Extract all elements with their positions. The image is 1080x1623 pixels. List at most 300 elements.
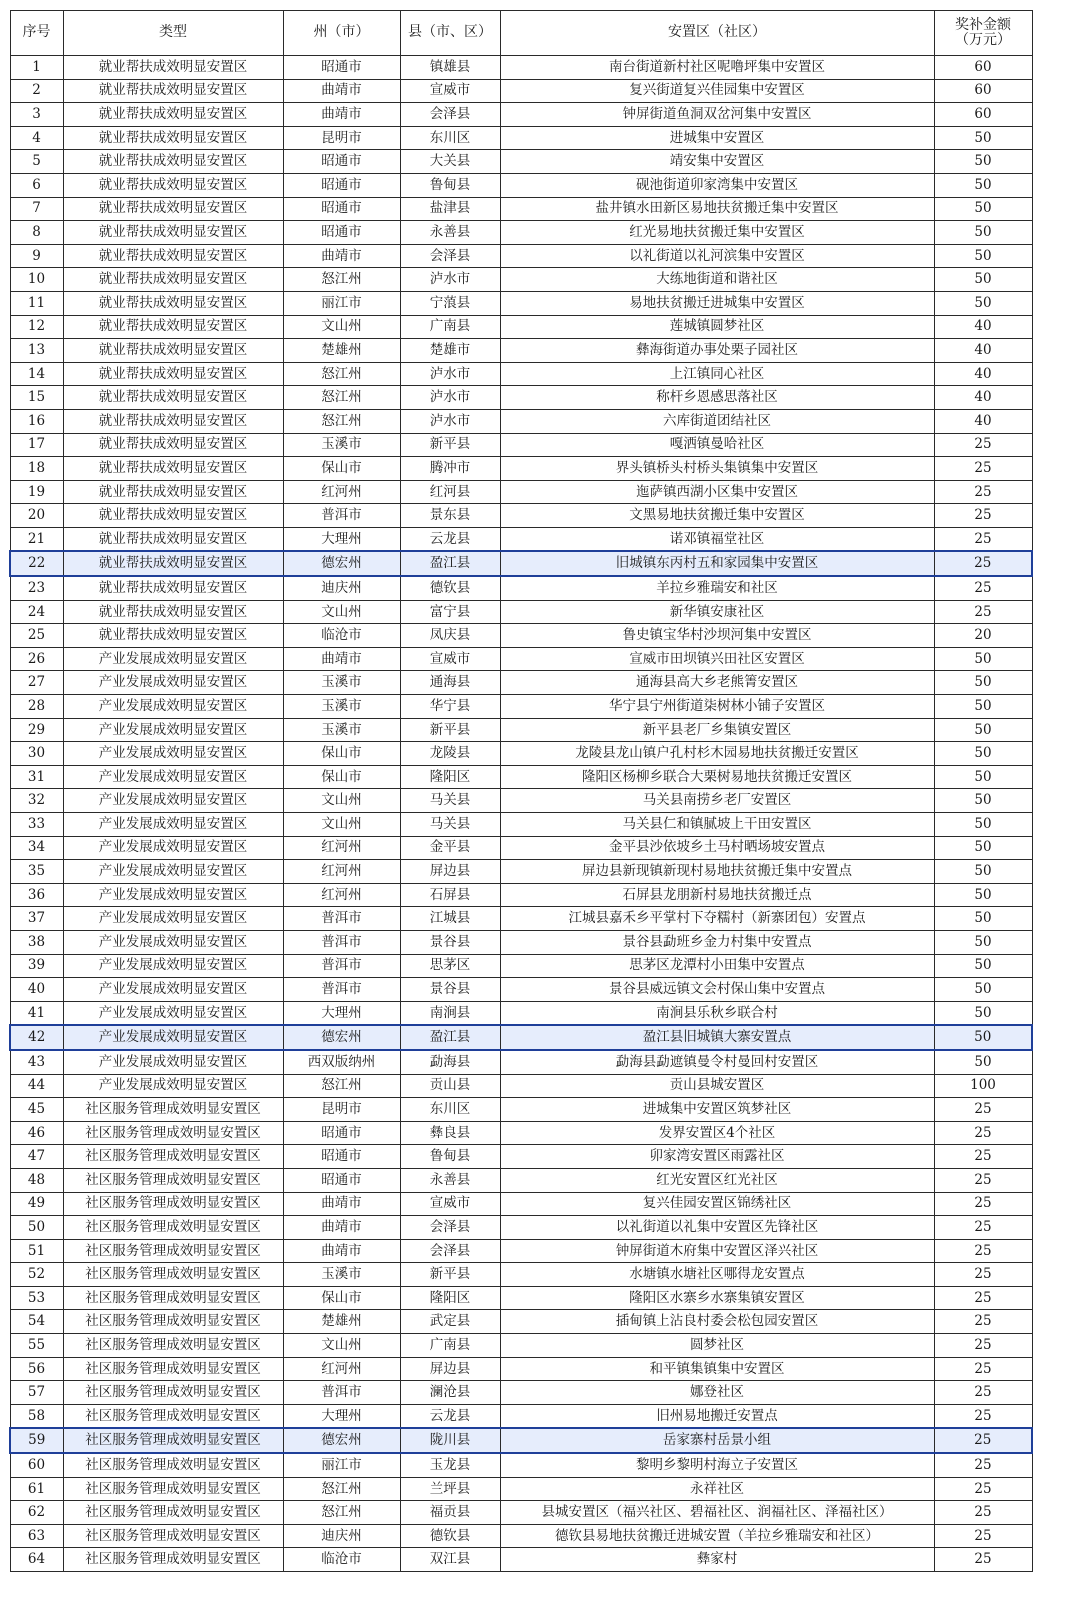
cell-prefecture: 昭通市 <box>283 173 400 197</box>
cell-site: 圆梦社区 <box>500 1334 934 1358</box>
cell-type: 产业发展成效明显安置区 <box>63 883 283 907</box>
cell-type: 社区服务管理成效明显安置区 <box>63 1428 283 1453</box>
table-row <box>10 742 1032 766</box>
cell-seq: 28 <box>10 695 63 719</box>
cell-prefecture: 丽江市 <box>283 291 400 315</box>
cell-amount: 50 <box>934 1001 1032 1025</box>
cell-prefecture: 迪庆州 <box>283 1524 400 1548</box>
cell-prefecture: 玉溪市 <box>283 718 400 742</box>
cell-prefecture: 怒江州 <box>283 362 400 386</box>
cell-county: 大关县 <box>400 150 500 174</box>
cell-type: 产业发展成效明显安置区 <box>63 718 283 742</box>
table-row <box>10 1357 1032 1381</box>
table-row <box>10 624 1032 648</box>
cell-site: 鲁史镇宝华村沙坝河集中安置区 <box>500 624 934 648</box>
cell-site: 贡山县城安置区 <box>500 1074 934 1098</box>
cell-seq: 55 <box>10 1334 63 1358</box>
cell-site: 通海县高大乡老熊箐安置区 <box>500 671 934 695</box>
header-prefecture: 州（市） <box>283 11 400 56</box>
cell-amount: 25 <box>934 600 1032 624</box>
cell-seq: 48 <box>10 1168 63 1192</box>
cell-seq: 38 <box>10 930 63 954</box>
cell-seq: 8 <box>10 221 63 245</box>
cell-county: 马关县 <box>400 813 500 837</box>
cell-county: 盈江县 <box>400 551 500 576</box>
cell-prefecture: 红河州 <box>283 480 400 504</box>
cell-county: 会泽县 <box>400 1239 500 1263</box>
cell-type: 产业发展成效明显安置区 <box>63 1001 283 1025</box>
cell-seq: 58 <box>10 1404 63 1428</box>
table-row <box>10 1001 1032 1025</box>
table-row <box>10 954 1032 978</box>
cell-amount: 25 <box>934 1216 1032 1240</box>
cell-county: 红河县 <box>400 480 500 504</box>
table-row <box>10 671 1032 695</box>
cell-site: 南涧县乐秋乡联合村 <box>500 1001 934 1025</box>
cell-amount: 60 <box>934 103 1032 127</box>
cell-type: 产业发展成效明显安置区 <box>63 1050 283 1074</box>
cell-county: 永善县 <box>400 1168 500 1192</box>
cell-prefecture: 德宏州 <box>283 1428 400 1453</box>
cell-amount: 50 <box>934 695 1032 719</box>
cell-seq: 34 <box>10 836 63 860</box>
cell-type: 社区服务管理成效明显安置区 <box>63 1239 283 1263</box>
cell-site: 红光安置区红光社区 <box>500 1168 934 1192</box>
cell-site: 勐海县勐遮镇曼令村曼回村安置区 <box>500 1050 934 1074</box>
cell-site: 江城县嘉禾乡平掌村下夺糯村（新寨团包）安置点 <box>500 907 934 931</box>
cell-prefecture: 昭通市 <box>283 1121 400 1145</box>
cell-amount: 40 <box>934 339 1032 363</box>
cell-county: 泸水市 <box>400 362 500 386</box>
cell-type: 就业帮扶成效明显安置区 <box>63 433 283 457</box>
cell-type: 就业帮扶成效明显安置区 <box>63 551 283 576</box>
cell-seq: 27 <box>10 671 63 695</box>
cell-county: 勐海县 <box>400 1050 500 1074</box>
cell-seq: 25 <box>10 624 63 648</box>
cell-amount: 50 <box>934 150 1032 174</box>
cell-prefecture: 保山市 <box>283 742 400 766</box>
cell-type: 就业帮扶成效明显安置区 <box>63 315 283 339</box>
cell-site: 旧城镇东丙村五和家园集中安置区 <box>500 551 934 576</box>
table-row <box>10 1145 1032 1169</box>
cell-type: 就业帮扶成效明显安置区 <box>63 126 283 150</box>
table-row <box>10 527 1032 551</box>
table-row <box>10 789 1032 813</box>
cell-prefecture: 昭通市 <box>283 1168 400 1192</box>
table-row <box>10 907 1032 931</box>
cell-type: 社区服务管理成效明显安置区 <box>63 1310 283 1334</box>
cell-county: 屏边县 <box>400 1357 500 1381</box>
cell-prefecture: 昭通市 <box>283 150 400 174</box>
cell-prefecture: 丽江市 <box>283 1453 400 1477</box>
table-row <box>10 813 1032 837</box>
cell-amount: 25 <box>934 1263 1032 1287</box>
table-row <box>10 1404 1032 1428</box>
cell-type: 产业发展成效明显安置区 <box>63 1074 283 1098</box>
cell-amount: 40 <box>934 362 1032 386</box>
cell-type: 社区服务管理成效明显安置区 <box>63 1381 283 1405</box>
subsidy-table <box>9 10 1033 1572</box>
table-row <box>10 457 1032 481</box>
cell-amount: 25 <box>934 1477 1032 1501</box>
cell-amount: 25 <box>934 1121 1032 1145</box>
cell-county: 宁蒗县 <box>400 291 500 315</box>
cell-site: 以礼街道以礼集中安置区先锋社区 <box>500 1216 934 1240</box>
table-row <box>10 197 1032 221</box>
cell-seq: 24 <box>10 600 63 624</box>
cell-seq: 54 <box>10 1310 63 1334</box>
cell-site: 屏边县新现镇新现村易地扶贫搬迁集中安置点 <box>500 860 934 884</box>
table-row <box>10 1121 1032 1145</box>
cell-amount: 50 <box>934 742 1032 766</box>
cell-seq: 41 <box>10 1001 63 1025</box>
cell-prefecture: 文山州 <box>283 315 400 339</box>
cell-type: 社区服务管理成效明显安置区 <box>63 1453 283 1477</box>
cell-amount: 50 <box>934 197 1032 221</box>
cell-county: 宣威市 <box>400 79 500 103</box>
cell-prefecture: 普洱市 <box>283 504 400 528</box>
cell-site: 县城安置区（福兴社区、碧福社区、润福社区、泽福社区） <box>500 1501 934 1525</box>
table-row <box>10 883 1032 907</box>
cell-county: 德钦县 <box>400 576 500 600</box>
cell-type: 就业帮扶成效明显安置区 <box>63 457 283 481</box>
table-row <box>10 291 1032 315</box>
cell-county: 东川区 <box>400 126 500 150</box>
cell-prefecture: 文山州 <box>283 789 400 813</box>
cell-site: 宣威市田坝镇兴田社区安置区 <box>500 647 934 671</box>
cell-amount: 50 <box>934 883 1032 907</box>
cell-seq: 11 <box>10 291 63 315</box>
cell-type: 就业帮扶成效明显安置区 <box>63 244 283 268</box>
cell-county: 石屏县 <box>400 883 500 907</box>
cell-prefecture: 大理州 <box>283 1001 400 1025</box>
cell-prefecture: 怒江州 <box>283 409 400 433</box>
header-amount-line2: （万元） <box>955 32 1011 48</box>
cell-amount: 25 <box>934 576 1032 600</box>
cell-county: 福贡县 <box>400 1501 500 1525</box>
cell-site: 景谷县威远镇文会村保山集中安置点 <box>500 978 934 1002</box>
cell-seq: 19 <box>10 480 63 504</box>
cell-seq: 40 <box>10 978 63 1002</box>
cell-prefecture: 临沧市 <box>283 624 400 648</box>
cell-prefecture: 昭通市 <box>283 1145 400 1169</box>
table-row <box>10 79 1032 103</box>
cell-type: 就业帮扶成效明显安置区 <box>63 600 283 624</box>
header-row <box>10 11 1032 56</box>
cell-prefecture: 曲靖市 <box>283 1216 400 1240</box>
cell-county: 贡山县 <box>400 1074 500 1098</box>
cell-amount: 25 <box>934 1357 1032 1381</box>
cell-prefecture: 迪庆州 <box>283 576 400 600</box>
cell-county: 宣威市 <box>400 647 500 671</box>
cell-prefecture: 怒江州 <box>283 1477 400 1501</box>
table-row <box>10 339 1032 363</box>
cell-county: 腾冲市 <box>400 457 500 481</box>
cell-type: 产业发展成效明显安置区 <box>63 671 283 695</box>
table-row <box>10 1263 1032 1287</box>
table-row <box>10 1310 1032 1334</box>
cell-seq: 53 <box>10 1286 63 1310</box>
cell-type: 社区服务管理成效明显安置区 <box>63 1121 283 1145</box>
cell-seq: 1 <box>10 56 63 80</box>
cell-prefecture: 曲靖市 <box>283 1192 400 1216</box>
cell-seq: 10 <box>10 268 63 292</box>
cell-county: 新平县 <box>400 433 500 457</box>
cell-prefecture: 昭通市 <box>283 197 400 221</box>
table-row <box>10 386 1032 410</box>
cell-county: 隆阳区 <box>400 765 500 789</box>
cell-seq: 5 <box>10 150 63 174</box>
cell-prefecture: 普洱市 <box>283 954 400 978</box>
cell-site: 易地扶贫搬迁进城集中安置区 <box>500 291 934 315</box>
cell-type: 社区服务管理成效明显安置区 <box>63 1216 283 1240</box>
table-row <box>10 1074 1032 1098</box>
cell-county: 广南县 <box>400 315 500 339</box>
cell-amount: 50 <box>934 978 1032 1002</box>
cell-site: 发界安置区4个社区 <box>500 1121 934 1145</box>
cell-site: 龙陵县龙山镇户孔村杉木园易地扶贫搬迁安置区 <box>500 742 934 766</box>
cell-amount: 25 <box>934 1548 1032 1572</box>
cell-seq: 22 <box>10 551 63 576</box>
cell-type: 就业帮扶成效明显安置区 <box>63 527 283 551</box>
cell-prefecture: 昭通市 <box>283 221 400 245</box>
cell-type: 就业帮扶成效明显安置区 <box>63 150 283 174</box>
table-row <box>10 433 1032 457</box>
cell-seq: 36 <box>10 883 63 907</box>
cell-prefecture: 曲靖市 <box>283 647 400 671</box>
table-row <box>10 1216 1032 1240</box>
cell-seq: 2 <box>10 79 63 103</box>
cell-amount: 25 <box>934 433 1032 457</box>
table-row <box>10 1501 1032 1525</box>
table-row-highlighted <box>10 1428 1032 1453</box>
cell-type: 就业帮扶成效明显安置区 <box>63 480 283 504</box>
cell-type: 社区服务管理成效明显安置区 <box>63 1548 283 1572</box>
table-row <box>10 1050 1032 1074</box>
cell-amount: 50 <box>934 647 1032 671</box>
cell-amount: 25 <box>934 457 1032 481</box>
cell-amount: 25 <box>934 1192 1032 1216</box>
cell-prefecture: 西双版纳州 <box>283 1050 400 1074</box>
cell-site: 界头镇桥头村桥头集镇集中安置区 <box>500 457 934 481</box>
subsidy-table-container <box>9 10 1033 1572</box>
cell-site: 砚池街道卯家湾集中安置区 <box>500 173 934 197</box>
cell-seq: 63 <box>10 1524 63 1548</box>
cell-type: 就业帮扶成效明显安置区 <box>63 576 283 600</box>
cell-amount: 50 <box>934 244 1032 268</box>
header-amount-line1: 奖补金额 <box>955 16 1011 33</box>
cell-site: 插甸镇上沾良村委会松包园安置区 <box>500 1310 934 1334</box>
cell-prefecture: 楚雄州 <box>283 339 400 363</box>
cell-type: 产业发展成效明显安置区 <box>63 647 283 671</box>
cell-type: 社区服务管理成效明显安置区 <box>63 1098 283 1122</box>
cell-county: 南涧县 <box>400 1001 500 1025</box>
cell-type: 就业帮扶成效明显安置区 <box>63 504 283 528</box>
cell-county: 永善县 <box>400 221 500 245</box>
cell-seq: 46 <box>10 1121 63 1145</box>
cell-prefecture: 曲靖市 <box>283 79 400 103</box>
table-body <box>10 56 1032 1572</box>
cell-prefecture: 保山市 <box>283 1286 400 1310</box>
cell-site: 岳家寨村岳景小组 <box>500 1428 934 1453</box>
cell-county: 凤庆县 <box>400 624 500 648</box>
cell-amount: 50 <box>934 836 1032 860</box>
cell-type: 社区服务管理成效明显安置区 <box>63 1477 283 1501</box>
cell-amount: 50 <box>934 291 1032 315</box>
cell-county: 鲁甸县 <box>400 1145 500 1169</box>
cell-county: 德钦县 <box>400 1524 500 1548</box>
cell-type: 社区服务管理成效明显安置区 <box>63 1334 283 1358</box>
cell-county: 会泽县 <box>400 244 500 268</box>
cell-county: 广南县 <box>400 1334 500 1358</box>
cell-amount: 20 <box>934 624 1032 648</box>
cell-seq: 9 <box>10 244 63 268</box>
cell-prefecture: 大理州 <box>283 1404 400 1428</box>
cell-type: 就业帮扶成效明显安置区 <box>63 103 283 127</box>
cell-seq: 37 <box>10 907 63 931</box>
cell-county: 隆阳区 <box>400 1286 500 1310</box>
cell-county: 澜沧县 <box>400 1381 500 1405</box>
cell-amount: 25 <box>934 1404 1032 1428</box>
cell-prefecture: 保山市 <box>283 765 400 789</box>
table-row <box>10 56 1032 80</box>
cell-amount: 60 <box>934 56 1032 80</box>
cell-prefecture: 临沧市 <box>283 1548 400 1572</box>
cell-type: 社区服务管理成效明显安置区 <box>63 1145 283 1169</box>
cell-site: 大练地街道和谐社区 <box>500 268 934 292</box>
cell-type: 社区服务管理成效明显安置区 <box>63 1524 283 1548</box>
cell-amount: 50 <box>934 268 1032 292</box>
cell-prefecture: 昆明市 <box>283 1098 400 1122</box>
cell-seq: 18 <box>10 457 63 481</box>
table-row <box>10 150 1032 174</box>
cell-county: 泸水市 <box>400 386 500 410</box>
cell-prefecture: 德宏州 <box>283 551 400 576</box>
cell-seq: 20 <box>10 504 63 528</box>
cell-seq: 59 <box>10 1428 63 1453</box>
cell-county: 泸水市 <box>400 409 500 433</box>
table-row <box>10 244 1032 268</box>
table-row <box>10 1168 1032 1192</box>
cell-type: 就业帮扶成效明显安置区 <box>63 197 283 221</box>
cell-prefecture: 曲靖市 <box>283 103 400 127</box>
cell-seq: 45 <box>10 1098 63 1122</box>
cell-county: 云龙县 <box>400 1404 500 1428</box>
cell-seq: 56 <box>10 1357 63 1381</box>
table-row <box>10 1098 1032 1122</box>
cell-seq: 35 <box>10 860 63 884</box>
cell-amount: 25 <box>934 1168 1032 1192</box>
cell-seq: 15 <box>10 386 63 410</box>
cell-type: 就业帮扶成效明显安置区 <box>63 56 283 80</box>
cell-site: 以礼街道以礼河滨集中安置区 <box>500 244 934 268</box>
cell-county: 双江县 <box>400 1548 500 1572</box>
cell-type: 就业帮扶成效明显安置区 <box>63 221 283 245</box>
cell-amount: 25 <box>934 1453 1032 1477</box>
cell-county: 新平县 <box>400 718 500 742</box>
cell-type: 就业帮扶成效明显安置区 <box>63 173 283 197</box>
cell-seq: 7 <box>10 197 63 221</box>
cell-type: 就业帮扶成效明显安置区 <box>63 291 283 315</box>
cell-prefecture: 曲靖市 <box>283 244 400 268</box>
cell-seq: 3 <box>10 103 63 127</box>
table-row <box>10 504 1032 528</box>
cell-county: 新平县 <box>400 1263 500 1287</box>
table-row-highlighted <box>10 551 1032 576</box>
cell-site: 马关县仁和镇腻坡上干田安置区 <box>500 813 934 837</box>
table-row <box>10 1524 1032 1548</box>
cell-site: 迤萨镇西湖小区集中安置区 <box>500 480 934 504</box>
cell-type: 产业发展成效明显安置区 <box>63 1025 283 1050</box>
cell-seq: 12 <box>10 315 63 339</box>
cell-type: 社区服务管理成效明显安置区 <box>63 1263 283 1287</box>
cell-type: 就业帮扶成效明显安置区 <box>63 362 283 386</box>
cell-amount: 50 <box>934 718 1032 742</box>
table-row <box>10 600 1032 624</box>
cell-county: 景谷县 <box>400 930 500 954</box>
cell-site: 盐井镇水田新区易地扶贫搬迁集中安置区 <box>500 197 934 221</box>
cell-amount: 25 <box>934 1501 1032 1525</box>
cell-county: 景谷县 <box>400 978 500 1002</box>
cell-type: 社区服务管理成效明显安置区 <box>63 1192 283 1216</box>
cell-prefecture: 普洱市 <box>283 1381 400 1405</box>
cell-amount: 25 <box>934 504 1032 528</box>
cell-site: 隆阳区水寨乡水寨集镇安置区 <box>500 1286 934 1310</box>
cell-county: 云龙县 <box>400 527 500 551</box>
cell-type: 产业发展成效明显安置区 <box>63 907 283 931</box>
cell-site: 钟屏街道鱼洞双岔河集中安置区 <box>500 103 934 127</box>
cell-site: 娜登社区 <box>500 1381 934 1405</box>
cell-prefecture: 怒江州 <box>283 268 400 292</box>
cell-county: 楚雄市 <box>400 339 500 363</box>
cell-site: 金平县沙依坡乡土马村晒场坡安置点 <box>500 836 934 860</box>
cell-site: 隆阳区杨柳乡联合大栗树易地扶贫搬迁安置区 <box>500 765 934 789</box>
cell-seq: 57 <box>10 1381 63 1405</box>
cell-prefecture: 怒江州 <box>283 1501 400 1525</box>
cell-prefecture: 红河州 <box>283 1357 400 1381</box>
cell-seq: 52 <box>10 1263 63 1287</box>
cell-site: 水塘镇水塘社区哪得龙安置点 <box>500 1263 934 1287</box>
cell-site: 莲城镇圆梦社区 <box>500 315 934 339</box>
cell-seq: 51 <box>10 1239 63 1263</box>
cell-amount: 100 <box>934 1074 1032 1098</box>
cell-site: 羊拉乡雅瑞安和社区 <box>500 576 934 600</box>
cell-seq: 39 <box>10 954 63 978</box>
cell-site: 钟屏街道木府集中安置区泽兴社区 <box>500 1239 934 1263</box>
cell-prefecture: 大理州 <box>283 527 400 551</box>
cell-type: 社区服务管理成效明显安置区 <box>63 1501 283 1525</box>
cell-prefecture: 怒江州 <box>283 1074 400 1098</box>
cell-prefecture: 文山州 <box>283 813 400 837</box>
table-row <box>10 695 1032 719</box>
cell-seq: 33 <box>10 813 63 837</box>
cell-seq: 29 <box>10 718 63 742</box>
cell-site: 彝家村 <box>500 1548 934 1572</box>
cell-amount: 50 <box>934 860 1032 884</box>
cell-seq: 32 <box>10 789 63 813</box>
table-row <box>10 930 1032 954</box>
cell-site: 靖安集中安置区 <box>500 150 934 174</box>
cell-county: 华宁县 <box>400 695 500 719</box>
cell-prefecture: 玉溪市 <box>283 695 400 719</box>
cell-prefecture: 普洱市 <box>283 930 400 954</box>
cell-amount: 25 <box>934 1098 1032 1122</box>
cell-type: 产业发展成效明显安置区 <box>63 836 283 860</box>
cell-county: 东川区 <box>400 1098 500 1122</box>
cell-prefecture: 楚雄州 <box>283 1310 400 1334</box>
cell-seq: 61 <box>10 1477 63 1501</box>
table-row <box>10 1239 1032 1263</box>
